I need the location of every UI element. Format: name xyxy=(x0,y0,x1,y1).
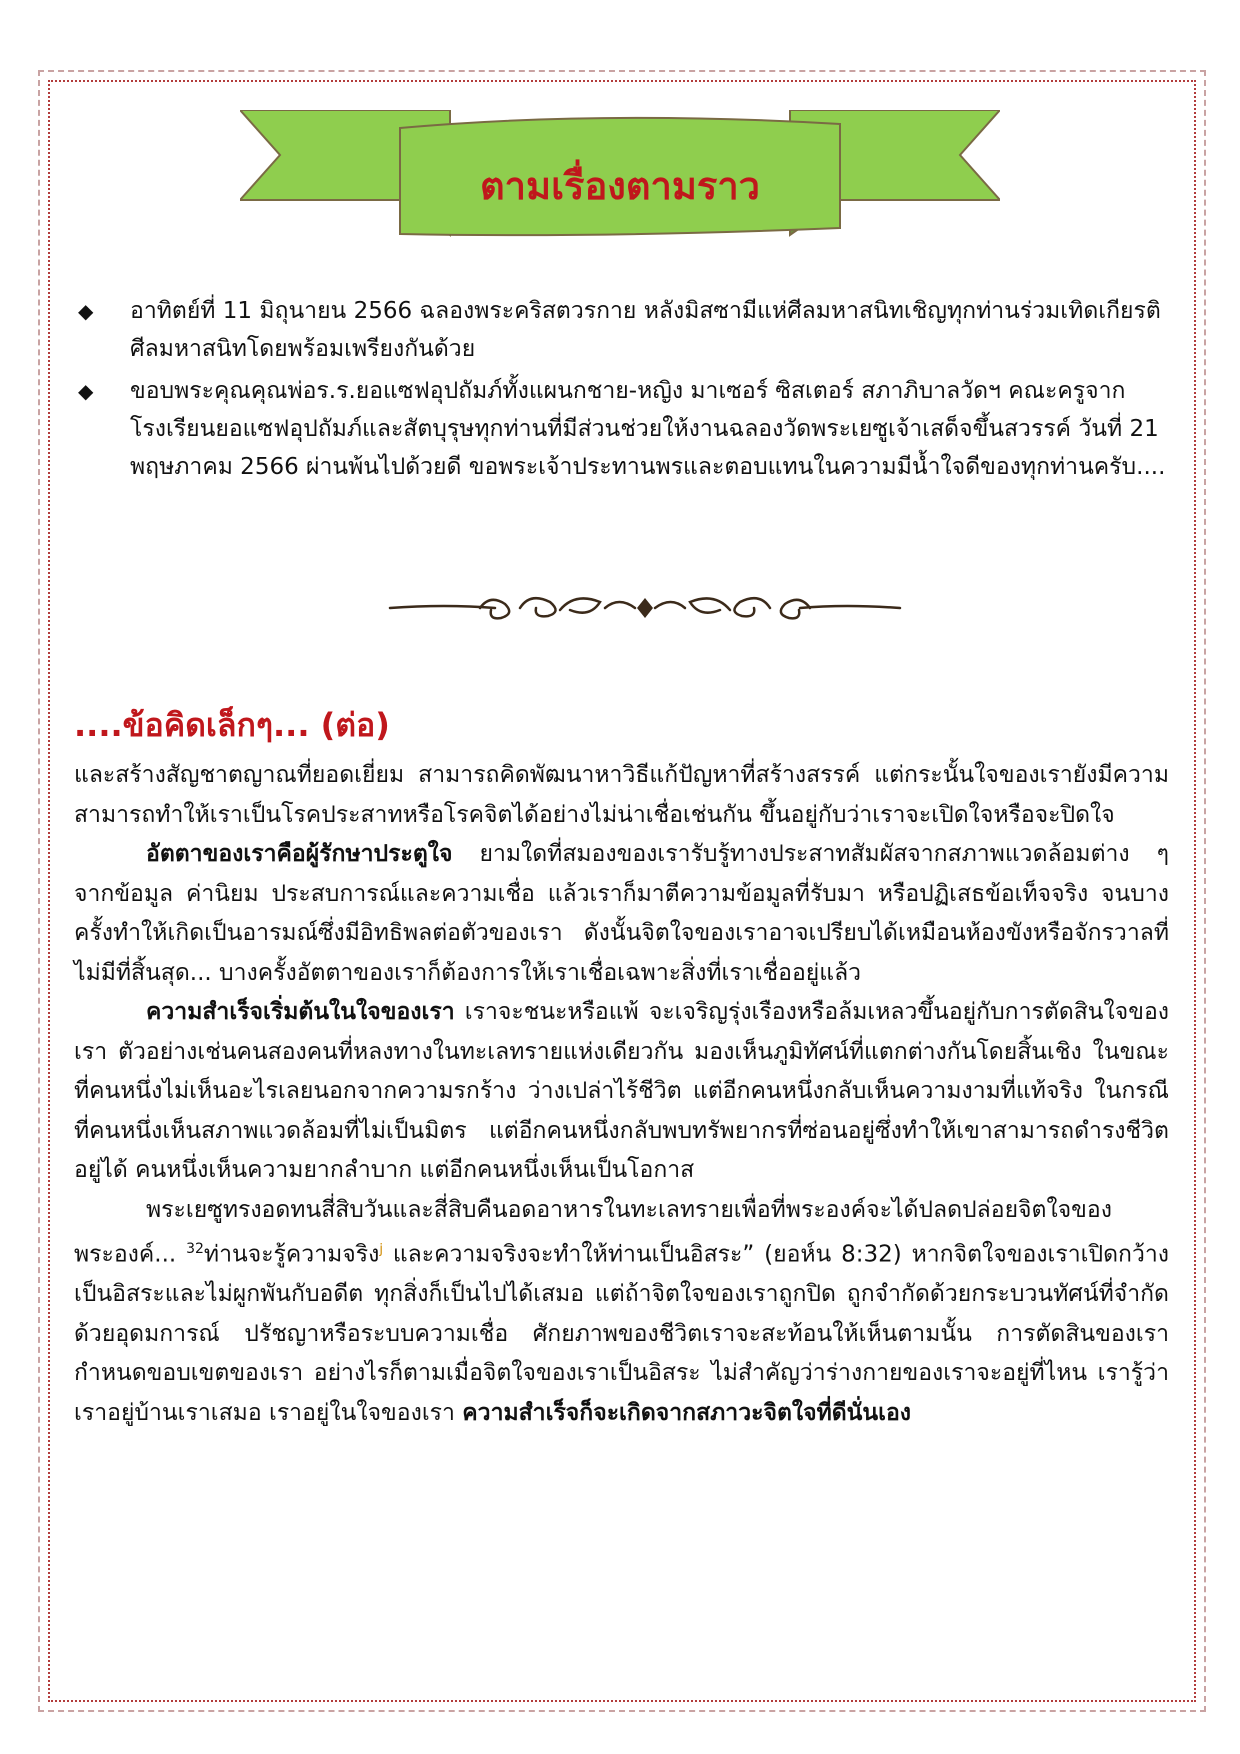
paragraph xyxy=(74,993,1169,1191)
diamond-bullet-icon: ◆ xyxy=(78,379,94,403)
banner-title: ตามเรื่องตามราว xyxy=(480,163,760,208)
diamond-bullet-icon: ◆ xyxy=(78,299,94,323)
verse-number: 32 xyxy=(186,1241,204,1257)
footnote-mark: j xyxy=(379,1242,383,1257)
section-heading: ....ข้อคิดเล็กๆ... (ต่อ) xyxy=(74,706,390,744)
paragraph-text: พระเยซูทรงอดทนสี่สิบวันและสี่สิบคืนอดอาหารในทะเลทรายเพื่อที่พระองค์จะได้ปลดปล่อยจิตใจของพระองค์... xyxy=(74,1196,1112,1268)
ornamental-divider-icon xyxy=(385,578,905,638)
quote-text: ท่านจะรู้ความจริง xyxy=(203,1241,380,1268)
paragraph-lead: ความสำเร็จเริ่มต้นในใจของเรา xyxy=(146,999,455,1025)
paragraph xyxy=(74,835,1169,993)
announcement-item xyxy=(70,292,1170,368)
announcement-text: ขอบพระคุณคุณพ่อร.ร.ยอแซฟอุปถัมภ์ทั้งแผนกชาย-หญิง มาเซอร์ ซิสเตอร์ สภาภิบาลวัดฯ คณะครูจากโรงเรียนยอแซฟอุปถัมภ์และสัตบุรุษทุกท่านที่มีส่วนช่วยให้งานฉลองวัดพระเยซูเจ้าเสด็จขึ้นสวรรค์ วันที่ 21 พฤษภาคม 2566 ผ่านพ้นไปด้วยดี ขอพระเจ้าประทานพรและตอบแทนในความมีน้ำใจดีของทุกท่านครับ.... xyxy=(130,378,1166,480)
quote-text: และความจริงจะทำให้ท่านเป็นอิสระ” (ยอห์น 8:32) หากจิตใจของเราเปิดกว้างเป็นอิสระและไม่ผูกพันกับอดีต ทุกสิ่งก็เป็นไปได้เสมอ แต่ถ้าจิตใจของเราถูกปิด ถูกจำกัดด้วยกระบวนทัศน์ที่จำกัด ด้วยอุดมการณ์ ปรัชญาหรือระบบความเชื่อ ศักยภาพของชีวิตเราจะสะท้อนให้เห็นตามนั้น การตัดสินของเรา กำหนดขอบเขตของเรา อย่างไรก็ตามเมื่อจิตใจของเราเป็นอิสระ ไม่สำคัญว่าร่างกายของเราจะอยู่ที่ไหน เรารู้ว่าเราอยู่บ้านเราเสมอ เราอยู่ในใจของเรา xyxy=(74,1241,1169,1426)
paragraph-lead: อัตตาของเราคือผู้รักษาประตูใจ xyxy=(146,841,453,867)
paragraph-text: เราจะชนะหรือแพ้ จะเจริญรุ่งเรืองหรือล้มเหลวขึ้นอยู่กับการตัดสินใจของเรา ตัวอย่างเช่นคนสองคนที่หลงทางในทะเลทรายแห่งเดียวกัน มองเห็นภูมิทัศน์ที่แตกต่างกันโดยสิ้นเชิง ในขณะที่คนหนึ่งไม่เห็นอะไรเลยนอกจากความรกร้าง ว่างเปล่าไร้ชีวิต แต่อีกคนหนึ่งกลับเห็นความงามที่แท้จริง ในกรณีที่คนหนึ่งเห็นสภาพแวดล้อมที่ไม่เป็นมิตร แต่อีกคนหนึ่งกลับพบทรัพยากรที่ซ่อนอยู่ซึ่งทำให้เขาสามารถดำรงชีวิตอยู่ได้ คนหนึ่งเห็นความยากลำบาก แต่อีกคนหนึ่งเห็นเป็นโอกาส xyxy=(74,999,1169,1183)
announcement-text: อาทิตย์ที่ 11 มิถุนายน 2566 ฉลองพระคริสตวรกาย หลังมิสซามีแห่ศีลมหาสนิทเชิญทุกท่านร่วมเทิดเกียรติศีลมหาสนิทโดยพร้อมเพรียงกันด้วย xyxy=(130,298,1161,362)
paragraph-conclusion: ความสำเร็จก็จะเกิดจากสภาวะจิตใจที่ดีนั่นเอง xyxy=(462,1399,912,1426)
paragraph xyxy=(74,1191,1169,1434)
announcement-list xyxy=(70,292,1170,490)
article-body xyxy=(74,756,1169,1433)
paragraph: และสร้างสัญชาตญาณที่ยอดเยี่ยม สามารถคิดพัฒนาหาวิธีแก้ปัญหาที่สร้างสรรค์ แต่กระนั้นใจของเรายังมีความสามารถทำให้เราเป็นโรคประสาทหรือโรคจิตได้อย่างไม่น่าเชื่อเช่นกัน ขึ้นอยู่กับว่าเราจะเปิดใจหรือจะปิดใจ xyxy=(74,762,1169,828)
announcement-item xyxy=(70,372,1170,486)
paragraph-text: ยามใดที่สมองของเรารับรู้ทางประสาทสัมผัสจากสภาพแวดล้อมต่าง ๆ จากข้อมูล ค่านิยม ประสบการณ์และความเชื่อ แล้วเราก็มาตีความข้อมูลที่รับมา หรือปฏิเสธข้อเท็จจริง จนบางครั้งทำให้เกิดเป็นอารมณ์ซึ่งมีอิทธิพลต่อตัวของเรา ดังนั้นจิตใจของเราอาจเปรียบได้เหมือนห้องขังหรือจักรวาลที่ไม่มีที่สิ้นสุด... บางครั้งอัตตาของเราก็ต้องการให้เราเชื่อเฉพาะสิ่งที่เราเชื่ออยู่แล้ว xyxy=(74,841,1169,986)
